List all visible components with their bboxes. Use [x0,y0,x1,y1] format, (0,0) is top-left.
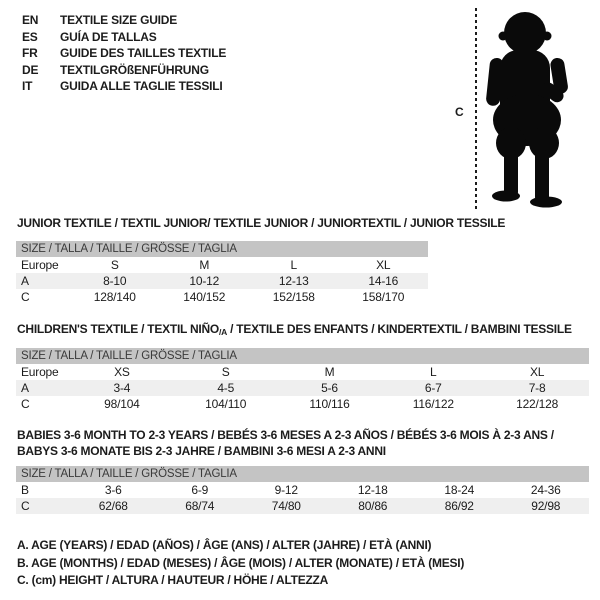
children-table-title [17,321,572,340]
height-measure-label: C [455,105,464,119]
table-row [16,482,589,498]
language-code: ES [22,29,38,44]
table-cell: 110/116 [309,397,350,411]
row-label: C [21,499,30,513]
table-cell: 12-13 [278,274,309,288]
table-cell: 140/152 [183,290,226,304]
language-label: GUIDA ALLE TAGLIE TESSILI [60,79,223,93]
language-row [22,30,226,47]
table-cell: 7-8 [528,381,546,395]
table-cell: 152/158 [272,290,315,304]
table-cell: L [290,258,297,272]
table-cell: 86/92 [444,499,474,513]
legend-line-a: A. AGE (YEARS) / EDAD (AÑOS) / ÂGE (ANS) / ALTER (JAHRE) / ETÀ (ANNI) [17,538,432,552]
table-cell: 122/128 [516,397,559,411]
table-row [16,380,589,396]
size-header-band: SIZE / TALLA / TAILLE / GRÖSSE / TAGLIA [16,348,589,364]
language-label: GUÍA DE TALLAS [60,29,157,44]
table-cell: XL [376,258,391,272]
language-label: TEXTILE SIZE GUIDE [60,13,178,27]
table-cell: 92/98 [531,499,561,513]
row-label: Europe [21,258,59,272]
table-cell: 24-36 [530,483,561,497]
table-cell: 68/74 [185,499,215,513]
table-cell: 10-12 [189,274,220,288]
height-measure-dotted-line [475,8,477,212]
baby-silhouette-icon [486,8,578,208]
table-row [16,257,428,273]
row-label: Europe [21,365,59,379]
junior-table-title: JUNIOR TEXTILE / TEXTIL JUNIOR/ TEXTILE JUNIOR / JUNIORTEXTIL / JUNIOR TESSILE [17,216,506,230]
legend-line-c: C. (cm) HEIGHT / ALTURA / HAUTEUR / HÖHE / ALTEZZA [17,573,329,587]
row-label: C [21,397,30,411]
table-cell: XS [114,365,130,379]
row-label: B [21,483,29,497]
table-cell: XL [529,365,545,379]
table-cell: 3-6 [104,483,122,497]
table-cell: 18-24 [444,483,475,497]
table-cell: 80/86 [358,499,388,513]
language-code: IT [22,79,33,93]
table-cell: M [199,258,210,272]
table-cell: 3-4 [113,381,131,395]
children-title-text: / TEXTILE DES ENFANTS / KINDERTEXTIL / BAMBINI TESSILE [226,322,572,336]
table-cell: 128/140 [93,290,136,304]
table-cell: 158/170 [362,290,405,304]
table-row [16,364,589,380]
language-row [22,13,226,30]
table-cell: S [221,365,230,379]
table-row [16,396,589,412]
table-cell: 8-10 [103,274,127,288]
size-header-band: SIZE / TALLA / TAILLE / GRÖSSE / TAGLIA [16,241,428,257]
language-label: TEXTILGRÖßENFÜHRUNG [60,62,209,77]
table-cell: M [324,365,335,379]
table-cell: S [110,258,119,272]
children-title-text: CHILDREN'S TEXTILE / TEXTIL NIÑO [17,322,219,336]
junior-table [16,241,428,305]
children-title-subscript: /A [218,327,227,337]
table-cell: 6-7 [424,381,442,395]
size-header-band: SIZE / TALLA / TAILLE / GRÖSSE / TAGLIA [16,466,589,482]
language-row [22,46,226,63]
table-cell: 14-16 [368,274,399,288]
table-cell: L [430,365,437,379]
table-row [16,498,589,514]
table-cell: 104/110 [205,397,247,411]
table-cell: 5-6 [321,381,338,395]
table-cell: 4-5 [217,381,235,395]
table-cell: 12-18 [357,483,388,497]
table-cell: 74/80 [271,499,301,513]
babies-title-line2: BABYS 3-6 MONATE BIS 2-3 JAHRE / BAMBINI 3-6 MESI A 2-3 ANNI [17,444,386,458]
table-cell: 6-9 [191,483,209,497]
language-row [22,63,226,80]
babies-title-line1: BABIES 3-6 MONTH TO 2-3 YEARS / BEBÉS 3-6 MESES A 2-3 AÑOS / BÉBÉS 3-6 MOIS À 2-3 ANS / [17,428,554,442]
legend-line-b: B. AGE (MONTHS) / EDAD (MESES) / ÂGE (MOIS) / ALTER (MONATE) / ETÀ (MESI) [17,555,465,570]
table-cell: 62/68 [98,499,128,513]
table-cell: 9-12 [274,483,298,497]
babies-table [16,466,589,514]
language-label: GUIDE DES TAILLES TEXTILE [60,46,227,60]
children-table [16,348,589,412]
row-label: C [21,290,30,304]
language-code: FR [22,46,38,60]
language-code: DE [22,62,39,77]
table-row [16,289,428,305]
legend [17,537,464,590]
babies-table-title [17,427,554,459]
language-code: EN [22,13,39,27]
table-cell: 98/104 [104,397,140,411]
language-row [22,79,226,96]
row-label: A [21,381,29,395]
language-list [22,13,226,96]
row-label: A [21,274,29,288]
table-cell: 116/122 [412,397,454,411]
table-row [16,273,428,289]
